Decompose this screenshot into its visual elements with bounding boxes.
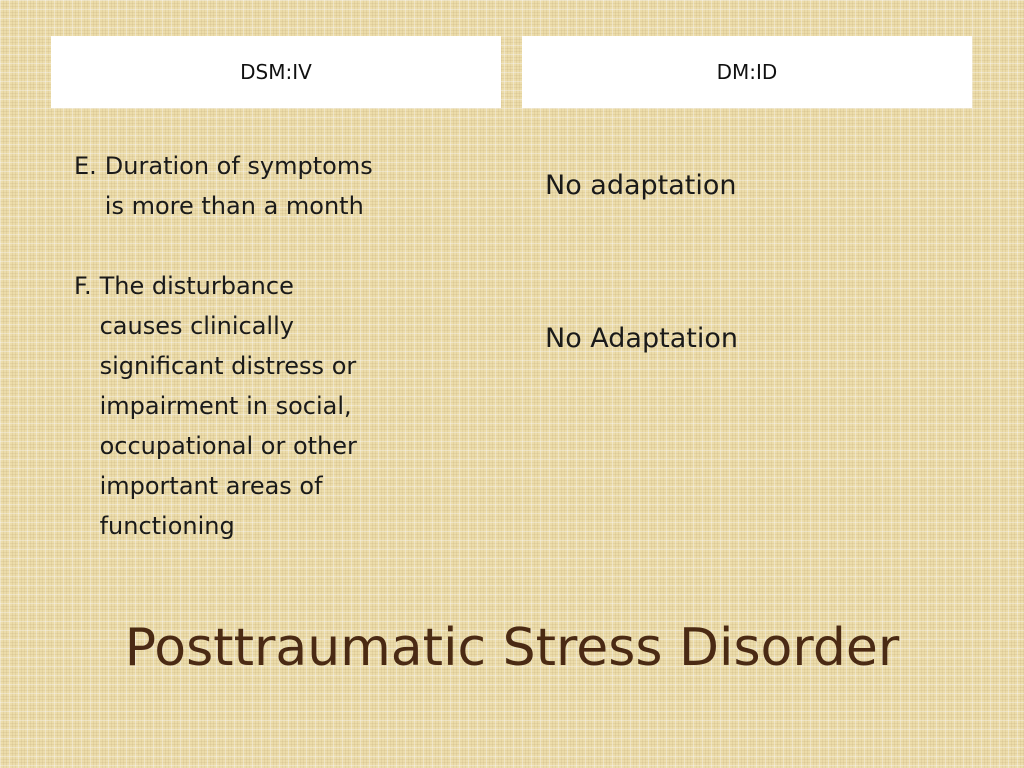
criterion-text	[105, 146, 434, 226]
criterion-line: impairment in social,	[99, 392, 352, 420]
criterion-marker: E.	[74, 152, 97, 180]
criterion-line: Duration of symptoms	[104, 152, 373, 180]
criterion-line: is more than a month	[104, 192, 364, 220]
criterion-text	[100, 266, 434, 546]
table-header-dm-id	[522, 36, 972, 108]
header-label: DM:ID	[716, 60, 778, 84]
dsm-iv-criteria-column	[74, 146, 434, 586]
dm-id-adaptation-e: No adaptation	[545, 170, 737, 201]
criterion-line: functioning	[99, 512, 235, 540]
dm-id-adaptation-f: No Adaptation	[545, 323, 738, 354]
header-label: DSM:IV	[240, 60, 312, 84]
criterion-f	[74, 266, 434, 546]
criterion-e	[74, 146, 434, 226]
criterion-marker: F.	[74, 272, 92, 300]
table-header-dsm-iv	[51, 36, 501, 108]
criterion-line: The disturbance	[99, 272, 294, 300]
criterion-line: important areas of	[99, 472, 323, 500]
slide-title: Posttraumatic Stress Disorder	[124, 618, 900, 678]
criterion-line: causes clinically	[99, 312, 294, 340]
criterion-line: significant distress or	[99, 352, 357, 380]
criterion-line: occupational or other	[99, 432, 357, 460]
